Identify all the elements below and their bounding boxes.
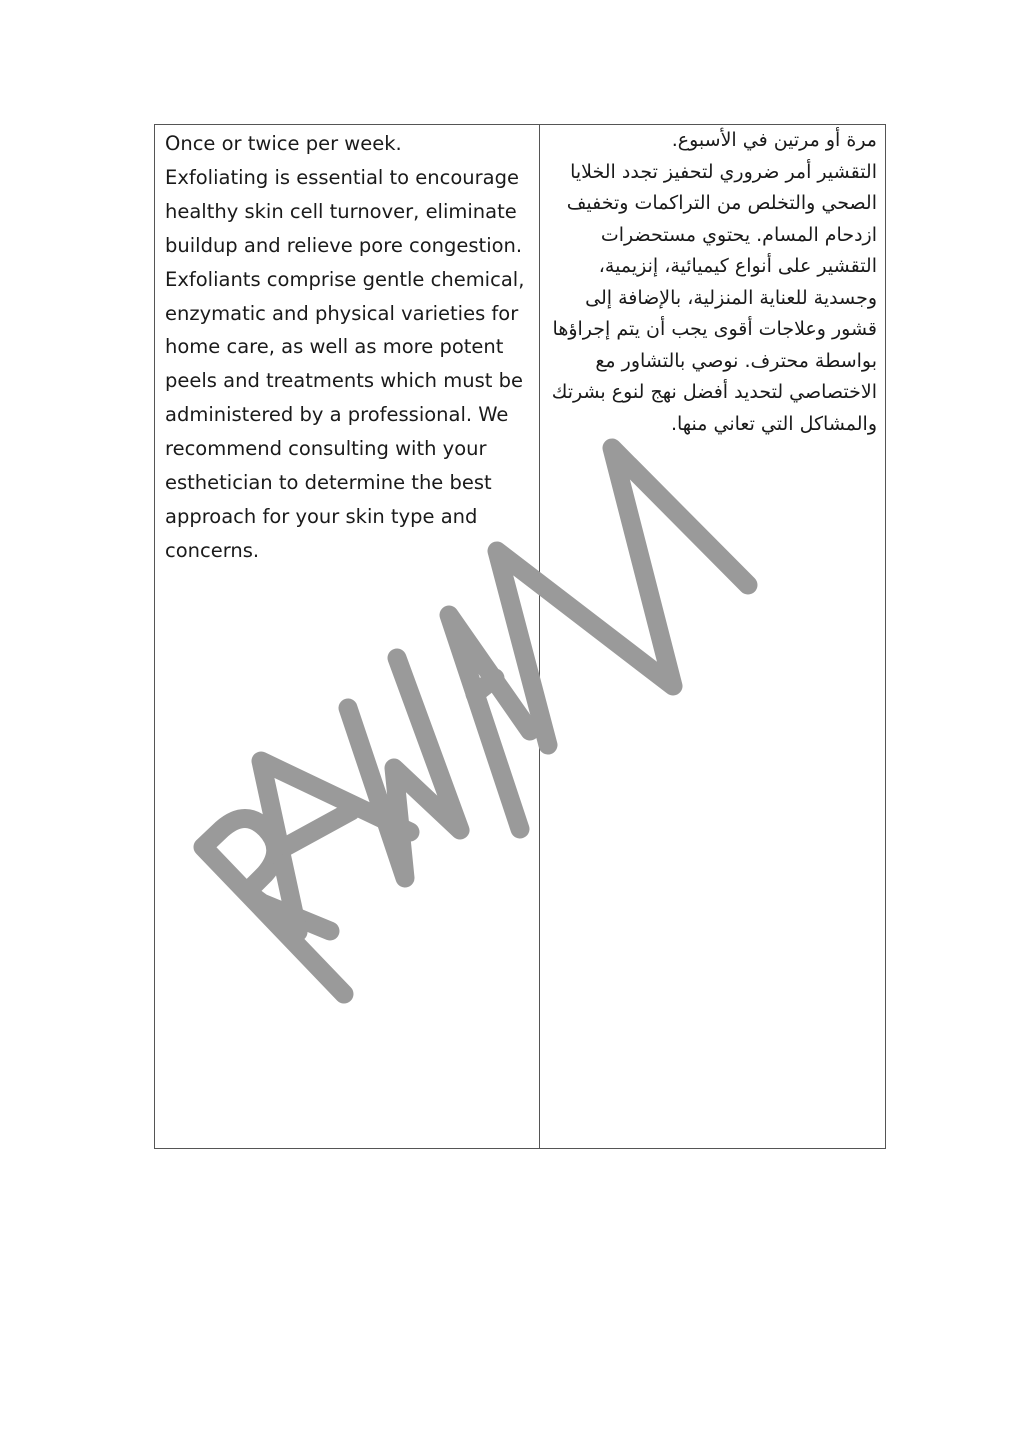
arabic-cell [540,125,885,1148]
english-cell [155,125,540,1148]
arabic-body: التقشير أمر ضروري لتحفيز تجدد الخلايا الصحي والتخلص من التراكمات وتخفيف ازدحام المسام. يحتوي مستحضرات التقشير على أنواع كيميائية، إنزيمية، وجسدية للعناية المنزلية، بالإضافة إلى قشور وعلاجات أقوى يجب أن يتم إجراؤها بواسطة محترف. نوصي بالتشاور مع الاختصاصي لتحديد أفضل نهج لنوع بشرتك والمشاكل التي تعاني منها. [551,160,877,435]
arabic-frequency: مرة أو مرتين في الأسبوع. [671,129,877,151]
english-body: Exfoliating is essential to encourage healthy skin cell turnover, eliminate buildup and relieve pore congestion. Exfoliants comprise gentle chemical, enzymatic and physical varieties for home care, as well as more potent peels and treatments which must be administered by a professional. We recommend consulting with your esthetician to determine the best approach for your skin type and concerns. [165,165,525,562]
english-frequency: Once or twice per week. [165,132,402,155]
bilingual-table [154,124,886,1149]
